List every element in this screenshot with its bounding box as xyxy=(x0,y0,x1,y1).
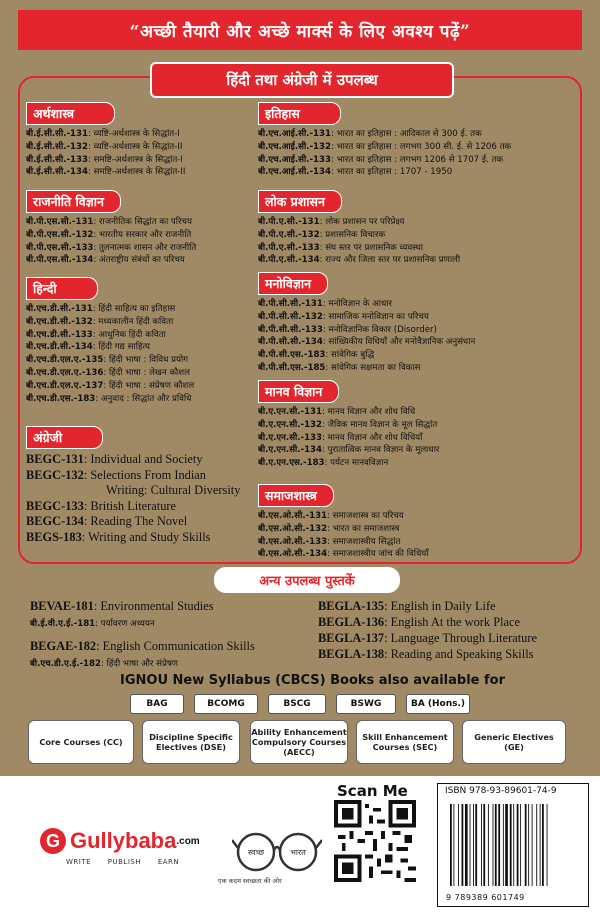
course-name: : हिंदी साहित्य का इतिहास xyxy=(92,304,176,314)
course-name: : सांवेगिक सक्षमता का विकास xyxy=(325,362,421,373)
course-code: बी.एस.ओ.सी.-134 xyxy=(258,549,328,560)
course-code: बी.ए.एन.सी.-131 xyxy=(258,407,323,417)
section-title: अर्थशास्त्र xyxy=(26,102,115,125)
course-name: : Writing and Study Skills xyxy=(81,529,211,544)
qr-code-icon xyxy=(334,800,416,882)
course-name: : Individual and Society xyxy=(83,452,203,466)
list-item xyxy=(258,523,428,536)
course-code: BEGC-131 xyxy=(26,452,84,466)
list-item xyxy=(26,154,185,167)
course-name: : भारत का इतिहास : लगभग 1206 से 1707 ई. तक xyxy=(330,154,504,165)
course-name: : सांवेगिक बुद्धि xyxy=(325,350,375,361)
list-item xyxy=(258,510,428,523)
course-name: : अनुवाद : सिद्धांत और प्रविधि xyxy=(95,393,192,404)
section-title: इतिहास xyxy=(258,102,341,125)
course-code: BEGC-132 xyxy=(26,467,84,482)
course-name: : Reading The Novel xyxy=(83,514,188,529)
other-book-item: बी.ई.वी.ए.ई.-181: पर्यावरण अध्ययन xyxy=(30,619,155,629)
course-code: बी.पी.सी.सी.-134 xyxy=(258,337,323,348)
list-item xyxy=(26,229,196,242)
section-manav-vigyan xyxy=(258,380,439,470)
availability-header: हिंदी तथा अंग्रेजी में उपलब्ध xyxy=(150,62,454,98)
section-manovigyan xyxy=(258,272,475,375)
course-code: बी.एच.डी.एल.ए.-137 xyxy=(26,380,104,391)
list-item xyxy=(258,229,460,242)
course-code: बी.एच.आई.सी.-132 xyxy=(258,141,331,152)
list-item xyxy=(258,336,475,349)
course-name: : व्यष्टि-अर्थशास्त्र के सिद्धांत-II xyxy=(88,141,183,152)
other-book-item: बी.एच.डी.ए.ई.-182: हिंदी भाषा और संप्रेषण xyxy=(30,659,179,669)
course-code: बी.ए.एन.सी.-132 xyxy=(258,419,323,430)
course-code: बी.पी.एस.सी.-133 xyxy=(26,242,94,253)
list-item xyxy=(26,166,185,179)
course-name: : Selections From Indian xyxy=(83,467,206,482)
course-name: : राज्य और जिला स्तर पर प्रशासनिक प्रणाली xyxy=(319,255,461,266)
section-rajniti xyxy=(26,190,196,267)
course-code: बी.ए.एन.एस.-183 xyxy=(258,458,325,469)
section-title: राजनीति विज्ञान xyxy=(26,190,121,213)
list-item xyxy=(26,316,194,329)
list-item xyxy=(26,128,185,141)
course-code: बी.एस.ओ.सी.-132 xyxy=(258,523,328,534)
list-item xyxy=(258,311,475,324)
course-name: : पर्यटन मानवविज्ञान xyxy=(324,458,389,469)
bharat-word: भारत xyxy=(290,848,306,857)
list-item xyxy=(26,242,196,255)
logo-suffix: .com xyxy=(176,835,200,847)
course-code: बी.एच.आई.सी.-134 xyxy=(258,167,331,178)
list-item xyxy=(26,393,194,406)
course-code: बी.ए.एन.सी.-134 xyxy=(258,445,323,456)
course-name: : समष्टि-अर्थशास्त्र के सिद्धांत-II xyxy=(88,167,186,178)
course-type-box: Discipline Specific Electives (DSE) xyxy=(142,720,240,764)
other-book-item: BEGLA-136: English At the work Place xyxy=(318,615,521,629)
course-name: Writing: Cultural Diversity xyxy=(106,483,241,498)
course-code: बी.पी.एस.सी.-132 xyxy=(26,229,94,240)
program-badge: BA (Hons.) xyxy=(406,694,470,714)
course-code: बी.ए.एन.सी.-133 xyxy=(258,432,323,443)
course-code: बी.पी.एस.सी.-134 xyxy=(26,255,94,266)
course-name: : भारत का इतिहास : 1707 - 1950 xyxy=(330,167,453,178)
list-item xyxy=(26,354,194,367)
course-name: : पुरातात्विक मानव विज्ञान के मूलाधार xyxy=(322,445,440,456)
list-item xyxy=(26,452,240,468)
swachh-tagline: एक कदम स्वच्छता की ओर xyxy=(218,877,282,885)
section-title: हिन्दी xyxy=(26,277,98,300)
course-name: : तुलनात्मक शासन और राजनीति xyxy=(93,242,197,253)
course-name: : भारत का इतिहास : आदिकाल से 300 ई. तक xyxy=(330,129,482,139)
course-code: बी.ई.सी.सी.-131 xyxy=(26,129,88,139)
course-name: : भारतीय सरकार और राजनीति xyxy=(93,229,192,240)
list-item xyxy=(258,362,475,375)
course-name: : प्रशासनिक विचारक xyxy=(319,229,386,240)
course-type-box: Ability Enhancement Compulsory Courses (AECC) xyxy=(250,720,348,764)
program-badge: BAG xyxy=(130,694,184,714)
course-code: BEGC-133 xyxy=(26,498,84,513)
list-item xyxy=(26,530,240,546)
list-item xyxy=(258,432,439,445)
course-code: BEGC-134 xyxy=(26,514,84,529)
list-item xyxy=(258,128,511,141)
logo-text: Gullybaba xyxy=(70,828,177,853)
list-item xyxy=(258,406,439,419)
program-badge: BCOMG xyxy=(194,694,258,714)
course-type-box: Skill Enhancement Courses (SEC) xyxy=(356,720,454,764)
course-code: बी.एच.डी.सी.-132 xyxy=(26,316,93,327)
list-item xyxy=(26,303,194,316)
section-title: मनोविज्ञान xyxy=(258,272,328,295)
other-book-item: BEGLA-138: Reading and Speaking Skills xyxy=(318,647,534,661)
section-itihas xyxy=(258,102,511,179)
course-code: बी.एच.डी.एल.ए.-136 xyxy=(26,367,104,378)
course-code: बी.पी.सी.एस.-183 xyxy=(258,350,326,361)
course-name: : मानव विज्ञान और शोध विधियाँ xyxy=(322,432,423,443)
course-name: : समाजशास्त्र का परिचय xyxy=(327,511,404,521)
list-item xyxy=(26,468,240,484)
course-name: : हिंदी गद्य साहित्य xyxy=(92,342,150,353)
list-item xyxy=(258,419,439,432)
gullybaba-g-icon: G xyxy=(40,828,66,854)
course-code: बी.पी.सी.एस.-185 xyxy=(258,362,326,373)
course-code: बी.पी.एस.सी.-131 xyxy=(26,217,94,227)
course-name: : हिंदी भाषा : संप्रेषण कौशल xyxy=(103,380,195,391)
list-item xyxy=(26,216,196,229)
course-code: बी.ई.सी.सी.-134 xyxy=(26,167,88,178)
section-samajshastra xyxy=(258,484,428,561)
course-name: : भारत का समाजशास्त्र xyxy=(327,523,400,534)
list-item xyxy=(26,341,194,354)
list-item xyxy=(258,444,439,457)
course-name: : समष्टि-अर्थशास्त्र के सिद्धांत-I xyxy=(88,154,183,165)
list-item xyxy=(26,483,240,499)
other-book-item: BEGLA-135: English in Daily Life xyxy=(318,599,496,613)
other-book-item: BEGAE-182: English Communication Skills xyxy=(30,639,255,653)
course-name: : व्यष्टि-अर्थशास्त्र के सिद्धांत-I xyxy=(88,129,180,139)
list-item xyxy=(258,349,475,362)
list-item xyxy=(26,499,240,515)
swachh-bharat-glasses-icon xyxy=(232,820,322,880)
logo-tagline: WRITE PUBLISH EARN xyxy=(66,858,180,866)
section-title: समाजशास्त्र xyxy=(258,484,334,507)
section-hindi xyxy=(26,277,194,405)
section-angreji xyxy=(26,426,240,546)
list-item xyxy=(258,141,511,154)
course-name: : मानव विज्ञान और शोध विधि xyxy=(322,407,416,417)
isbn-text: ISBN 978-93-89601-74-9 xyxy=(445,786,557,796)
course-name: : आधुनिक हिंदी कविता xyxy=(92,329,166,340)
course-name: : British Literature xyxy=(83,498,177,513)
course-name: : लोक प्रशासन पर परिप्रेक्ष्य xyxy=(319,217,405,227)
section-title: अंग्रेजी xyxy=(26,426,103,449)
barcode-icon xyxy=(446,800,580,890)
list-item xyxy=(258,242,460,255)
scan-me-label: Scan Me xyxy=(337,782,408,800)
list-item xyxy=(26,380,194,393)
list-item xyxy=(26,329,194,342)
barcode-number: 9 789389 601749 xyxy=(446,893,525,902)
list-item xyxy=(26,254,196,267)
course-code: बी.एच.डी.सी.-133 xyxy=(26,329,93,340)
course-code: बी.पी.ए.सी.-133 xyxy=(258,242,320,253)
course-name: : जैविक मानव विज्ञान के मूल सिद्धांत xyxy=(322,419,438,430)
section-lok-prashasan xyxy=(258,190,460,267)
course-name: : भारत का इतिहास : लगभग 300 सी. ई. से 1206 तक xyxy=(330,141,512,152)
course-code: बी.पी.ए.सी.-132 xyxy=(258,229,320,240)
program-badge: BSCG xyxy=(268,694,326,714)
list-item xyxy=(258,166,511,179)
other-book-item: BEVAE-181: Environmental Studies xyxy=(30,599,214,613)
gullybaba-logo xyxy=(40,828,200,854)
other-book-item: BEGLA-137: Language Through Literature xyxy=(318,631,537,645)
course-code: बी.एस.ओ.सी.-131 xyxy=(258,511,328,521)
course-code: बी.एस.ओ.सी.-133 xyxy=(258,536,328,547)
banner: “अच्छी तैयारी और अच्छे मार्क्स के लिए अवश्य पढ़ें” xyxy=(18,10,582,50)
course-name: : मध्यकालीन हिंदी कविता xyxy=(92,316,174,327)
program-badge: BSWG xyxy=(336,694,396,714)
course-name: : समाजशास्त्रीय सिद्धांत xyxy=(327,536,401,547)
course-code: बी.पी.सी.सी.-132 xyxy=(258,311,323,322)
list-item xyxy=(26,367,194,380)
list-item xyxy=(26,514,240,530)
course-name: : अंतराष्ट्रीय संबंधों का परिचय xyxy=(93,255,185,266)
course-name: : सांख्यिकीय विधियाँ और मनोवैज्ञानिक अनुसंधान xyxy=(322,337,476,348)
course-name: : सामाजिक मनोविज्ञान का परिचय xyxy=(322,311,429,322)
course-code: बी.पी.ए.सी.-134 xyxy=(258,255,320,266)
list-item xyxy=(258,324,475,337)
cbcs-title: IGNOU New Syllabus (CBCS) Books also available for xyxy=(120,673,506,688)
course-code: बी.पी.सी.सी.-131 xyxy=(258,299,323,309)
course-type-box: Generic Electives (GE) xyxy=(462,720,566,764)
course-code: बी.ई.सी.सी.-132 xyxy=(26,141,88,152)
course-name: : हिंदी भाषा : विविध प्रयोग xyxy=(103,355,189,366)
course-code: बी.एच.डी.सी.-131 xyxy=(26,304,93,314)
course-name: : संघ स्तर पर प्रशासनिक व्यवस्था xyxy=(319,242,424,253)
list-item xyxy=(258,216,460,229)
course-type-box: Core Courses (CC) xyxy=(28,720,134,764)
course-code: बी.एच.डी.सी.-134 xyxy=(26,342,93,353)
course-code: बी.ई.सी.सी.-133 xyxy=(26,154,88,165)
list-item xyxy=(258,536,428,549)
course-name: : मनोविज्ञान के आधार xyxy=(322,299,393,309)
course-name: : मनोविज्ञानिक विकार (Disorder) xyxy=(322,324,437,335)
section-title: लोक प्रशासन xyxy=(258,190,342,213)
list-item xyxy=(258,154,511,167)
course-code: बी.एच.आई.सी.-133 xyxy=(258,154,331,165)
list-item xyxy=(258,457,439,470)
section-title: मानव विज्ञान xyxy=(258,380,339,403)
course-code: बी.पी.ए.सी.-131 xyxy=(258,217,320,227)
course-name: : समाजशास्त्रीय जांच की विधियाँ xyxy=(327,549,429,560)
course-name: : राजनीतिक सिद्धांत का परिचय xyxy=(93,217,192,227)
course-code: BEGS-183 xyxy=(26,529,82,544)
list-item xyxy=(258,548,428,561)
swachh-word: स्वच्छ xyxy=(247,848,265,857)
list-item xyxy=(258,254,460,267)
other-books-title: अन्य उपलब्ध पुस्तकें xyxy=(214,567,400,593)
course-code: बी.एच.डी.एल.ए.-135 xyxy=(26,355,104,366)
section-arthashastra xyxy=(26,102,185,179)
course-code: बी.एच.आई.सी.-131 xyxy=(258,129,331,139)
course-code: बी.पी.सी.सी.-133 xyxy=(258,324,323,335)
course-code: बी.एच.डी.एस.-183 xyxy=(26,393,96,404)
list-item xyxy=(26,141,185,154)
course-name: : हिंदी भाषा : लेखन कौशल xyxy=(103,367,190,378)
list-item xyxy=(258,298,475,311)
